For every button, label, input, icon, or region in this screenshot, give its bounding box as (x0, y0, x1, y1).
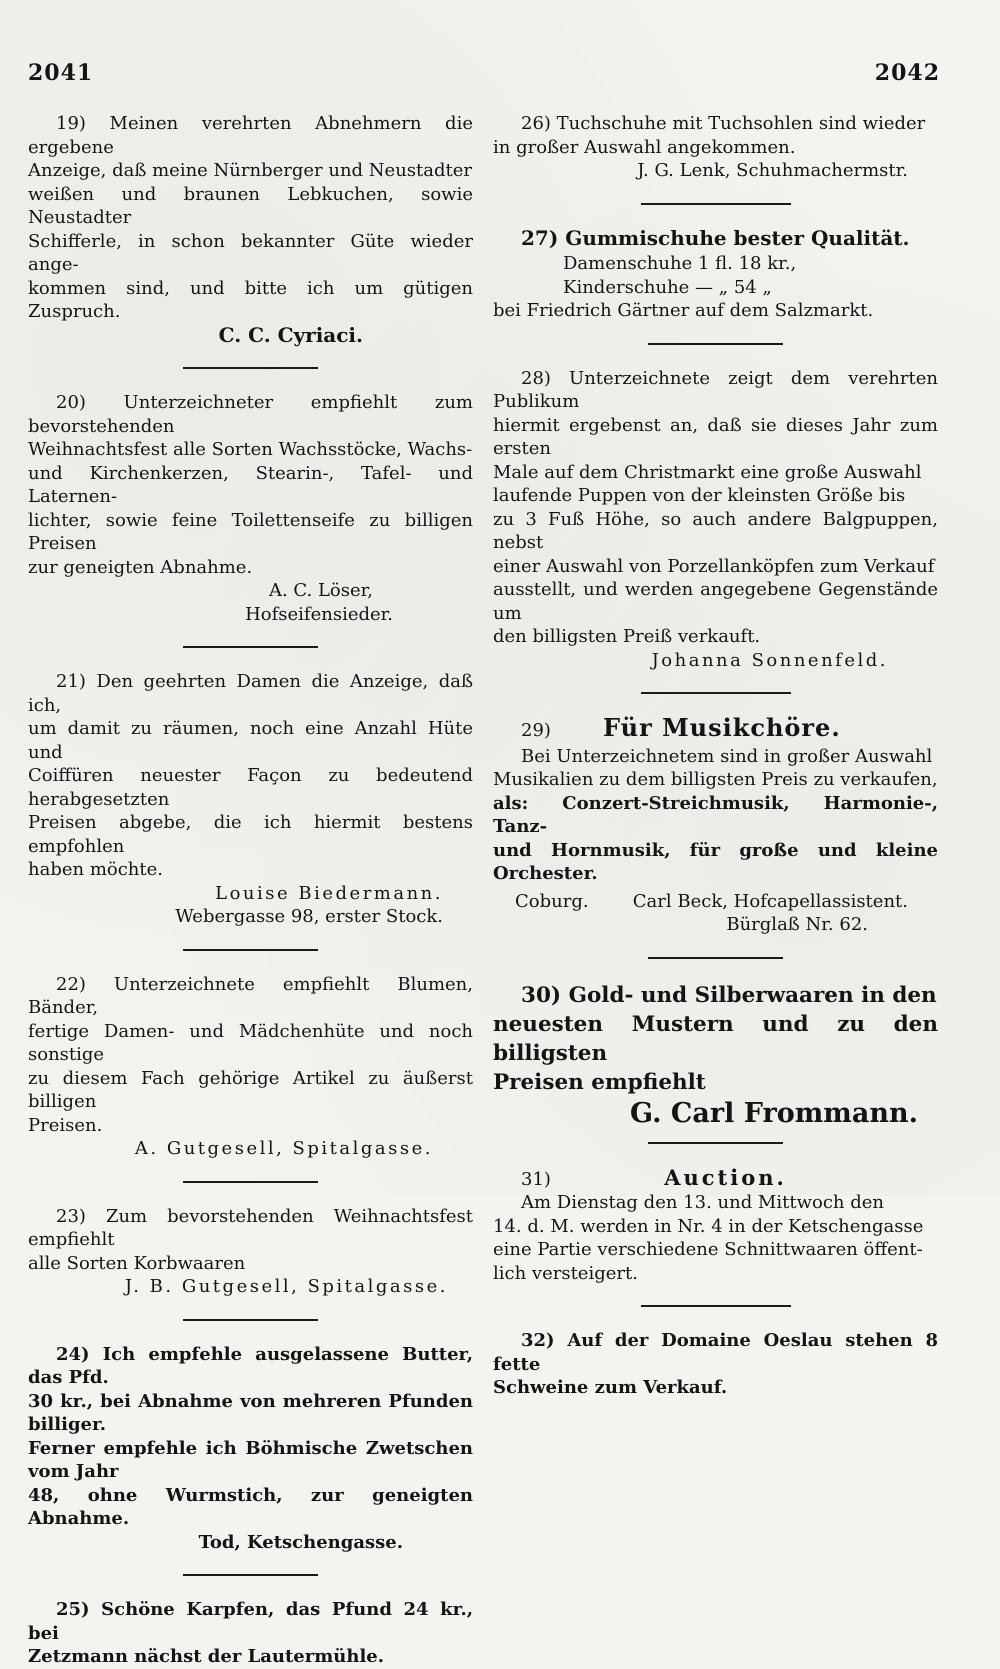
separator-rule (183, 646, 318, 648)
price-item: Kinderschuhe — „ 54 „ (563, 276, 772, 298)
ad-text-line: 26) Tuchschuhe mit Tuchsohlen sind wieder (521, 113, 926, 134)
advertisement-21 (28, 670, 473, 929)
ad-text-line: Zetzmann nächst der Lautermühle. (28, 1646, 385, 1667)
ad-text-line: in großer Auswahl angekommen. (493, 136, 796, 158)
ad-text-line: Preisen empfiehlt (493, 1069, 706, 1095)
signature-row (493, 890, 938, 914)
ad-signature: J. G. Lenk, Schuhmachermstr. (637, 160, 908, 181)
ad-text-line: zur geneigten Abnahme. (28, 556, 253, 578)
ad-text-line: hiermit ergebenst an, daß sie dieses Jahr zum ersten (493, 414, 938, 459)
advertisement-19 (28, 112, 473, 347)
page-number-right: 2042 (874, 60, 940, 86)
ad-text-line: Male auf dem Christmarkt eine große Auswahl (493, 461, 922, 483)
ad-text-line: Coiffüren neuester Façon zu bedeutend herabgesetzten (28, 765, 473, 810)
ad-text-line: 20) Unterzeichneter empfiehlt zum bevorstehenden (28, 392, 473, 437)
advertisement-28 (493, 367, 938, 673)
ad-text-line: zu 3 Fuß Höhe, so auch andere Balgpuppen, nebst (493, 508, 938, 553)
advertisement-24 (28, 1343, 473, 1555)
ad-text-line: kommen sind, und bitte ich um gütigen Zuspruch. (28, 277, 473, 322)
ad-signature-address: Bürglaß Nr. 62. (726, 914, 868, 935)
ad-text-line: 28) Unterzeichnete zeigt dem verehrten Publikum (493, 367, 938, 412)
ad-text-line: lich versteigert. (493, 1262, 638, 1284)
ad-text-line: als: Conzert-Streichmusik, Harmonie-, Tanz- (493, 792, 938, 837)
ad-text-line: Weihnachtsfest alle Sorten Wachsstöcke, Wachs- (28, 439, 473, 460)
ad-text-line: einer Auswahl von Porzellanköpfen zum Verkauf (493, 555, 935, 577)
separator-rule (641, 692, 791, 694)
advertisement-30 (493, 981, 938, 1128)
ad-text-line: den billigsten Preiß verkauft. (493, 626, 761, 647)
ad-title: Für Musikchöre. (603, 713, 841, 742)
ad-text-line: eine Partie verschiedene Schnittwaaren öffent- (493, 1239, 923, 1260)
advertisement-32 (493, 1329, 938, 1400)
ad-signature: Louise Biedermann. (215, 882, 443, 904)
ad-text-line: 21) Den geehrten Damen die Anzeige, daß ich, (28, 671, 473, 716)
ad-signature-address: Webergasse 98, erster Stock. (175, 906, 443, 927)
separator-rule (183, 1574, 318, 1576)
ad-text-line: haben möchte. (28, 859, 163, 880)
ad-text-line: 23) Zum bevorstehenden Weihnachtsfest empfiehlt (28, 1205, 473, 1250)
ad-text-line: Ferner empfehle ich Böhmische Zwetschen vom Jahr (28, 1437, 473, 1482)
page-number-left: 2041 (28, 60, 94, 86)
ad-text-line: Musikalien zu dem billigsten Preis zu verkaufen, (493, 769, 938, 790)
ad-text-line: Schifferle, in schon bekannter Güte wieder ange- (28, 230, 473, 275)
separator-rule (183, 1181, 318, 1183)
ad-text-line: ausstellt, und werden angegebene Gegenstände um (493, 579, 938, 624)
ad-signature-title: Hofseifensieder. (245, 603, 393, 625)
ad-signature: A. Gutgesell, Spitalgasse. (134, 1138, 433, 1159)
price-list (563, 252, 938, 299)
ad-text-line: 22) Unterzeichnete empfiehlt Blumen, Bänder, (28, 973, 473, 1018)
separator-rule (641, 203, 791, 205)
advertisement-23 (28, 1205, 473, 1299)
separator-rule (183, 949, 318, 951)
ad-text-line: Anzeige, daß meine Nürnberger und Neustadter (28, 160, 473, 181)
ad-heading (493, 713, 938, 743)
separator-rule (648, 957, 783, 959)
ad-signature: Carl Beck, Hofcapellassistent. (632, 890, 908, 912)
ad-signature: J. B. Gutgesell, Spitalgasse. (124, 1276, 448, 1297)
ad-text-line: Preisen. (28, 1114, 103, 1136)
ad-text-line: 30) Gold- und Silberwaaren in den (521, 982, 937, 1008)
advertisement-25 (28, 1598, 473, 1669)
advertisement-29 (493, 713, 938, 937)
ad-text-line: 25) Schöne Karpfen, das Pfund 24 kr., bei (28, 1599, 473, 1644)
ad-number: 29) (521, 720, 551, 741)
ad-place: Coburg. (515, 890, 589, 912)
advertisement-27 (493, 227, 938, 323)
ad-title: 27) Gummischuhe bester Qualität. (521, 225, 910, 250)
advertisement-31 (493, 1166, 938, 1286)
ad-text-line: weißen und braunen Lebkuchen, sowie Neustadter (28, 183, 473, 228)
ad-text-line: 48, ohne Wurmstich, zur geneigten Abnahme. (28, 1484, 473, 1529)
advertisement-26 (493, 112, 938, 183)
separator-rule (648, 343, 783, 345)
ad-signature: Tod, Ketschengasse. (198, 1531, 403, 1553)
ad-text-line: Am Dienstag den 13. und Mittwoch den (521, 1192, 884, 1213)
ad-signature: G. Carl Frommann. (630, 1097, 918, 1129)
separator-rule (648, 1142, 783, 1144)
ad-text-line: laufende Puppen von der kleinsten Größe bis (493, 485, 906, 506)
ad-text-line: 24) Ich empfehle ausgelassene Butter, das Pfd. (28, 1343, 473, 1388)
ad-text-line: fertige Damen- und Mädchenhüte und noch sonstige (28, 1020, 473, 1065)
separator-rule (183, 367, 318, 369)
price-item: Damenschuhe 1 fl. 18 kr., (563, 253, 797, 274)
ad-text-line: und Kirchenkerzen, Stearin-, Tafel- und Laternen- (28, 462, 473, 507)
ad-text-line: lichter, sowie feine Toilettenseife zu billigen Preisen (28, 509, 473, 554)
left-column (28, 112, 473, 1669)
ad-text-line: zu diesem Fach gehörige Artikel zu äußerst billigen (28, 1067, 473, 1112)
advertisement-22 (28, 973, 473, 1161)
advertisement-20 (28, 391, 473, 626)
ad-text-line: alle Sorten Korbwaaren (28, 1252, 246, 1274)
ad-number: 31) (521, 1168, 551, 1190)
ad-text-line: bei Friedrich Gärtner auf dem Salzmarkt. (493, 300, 874, 321)
ad-text-line: um damit zu räumen, noch eine Anzahl Hüte und (28, 718, 473, 763)
right-column (493, 112, 938, 1400)
ad-title: Auction. (664, 1164, 787, 1190)
ad-text-line: 14. d. M. werden in Nr. 4 in der Ketschengasse (493, 1215, 924, 1237)
ad-heading (493, 1166, 938, 1192)
ad-text-line: 19) Meinen verehrten Abnehmern die ergebene (28, 113, 473, 158)
ad-text-line: und Hornmusik, für große und kleine Orchester. (493, 839, 938, 884)
ad-text-line: Preisen abgebe, die ich hiermit bestens empfohlen (28, 812, 473, 857)
ad-text-line: 32) Auf der Domaine Oeslau stehen 8 fette (493, 1330, 938, 1375)
ad-text-line: neuesten Mustern und zu den billigsten (493, 1011, 938, 1066)
ad-text-line: Schweine zum Verkauf. (493, 1377, 728, 1398)
ad-signature: Johanna Sonnenfeld. (651, 649, 888, 671)
separator-rule (641, 1305, 791, 1307)
ad-text-line: Bei Unterzeichnetem sind in großer Auswahl (521, 745, 933, 767)
ad-text-line: 30 kr., bei Abnahme von mehreren Pfunden billiger. (28, 1390, 473, 1435)
ad-signature: A. C. Löser, (268, 580, 373, 601)
separator-rule (183, 1319, 318, 1321)
ad-signature: C. C. Cyriaci. (218, 322, 363, 347)
